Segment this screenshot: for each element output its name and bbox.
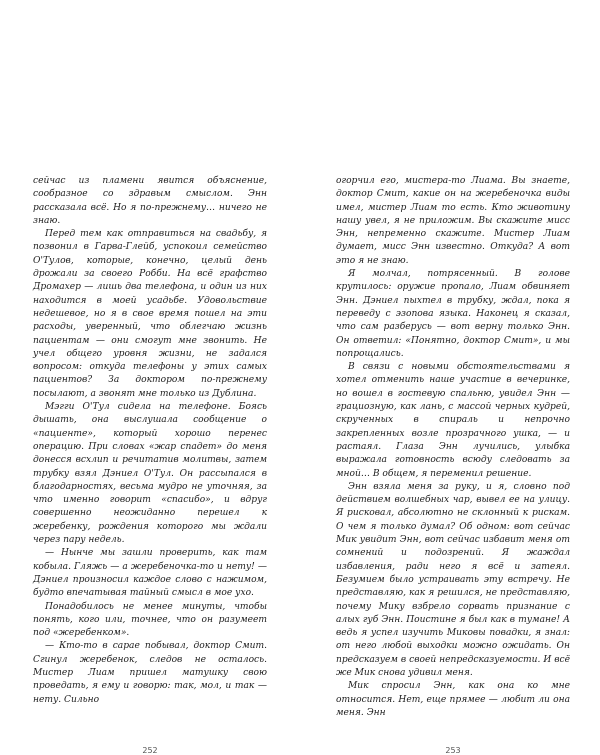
right-page	[336, 175, 570, 755]
right-paragraph-5: Мик спросил Энн, как она ко мне относится. Нет, еще прямее — любит ли она меня. Энн	[336, 681, 570, 718]
left-page	[33, 175, 267, 755]
right-paragraph-2: Я молчал, потрясенный. В голове крутилось: оружие пропало, Лиам обвиняет Энн. Дэниел пыхтел в трубку, ждал, пока я переведу с эзопова языка. Наконец я сказал, что сам разберусь — вот верну только Энн. Он ответил: «Понятно, доктор Смит», и мы попрощались.	[336, 269, 570, 359]
left-page-text	[33, 175, 267, 705]
left-paragraph-1: сейчас из пламени явится объяснение, сообразное со здравым смыслом. Энн рассказала всё. Но я по-прежнему… ничего не знаю.	[33, 176, 267, 226]
left-paragraph-6: — Кто-то в сарае побывал, доктор Смит. Сгинул жеребенок, следов не осталось. Мистер Лиам пришел матушку свою проведать, я ему и говорю: так, мол, и так — нету. Сильно	[33, 641, 267, 705]
right-page-text	[336, 175, 570, 718]
left-paragraph-5: Понадобилось не менее минуты, чтобы понять, кого или, точнее, что он разумеет под «жеребенком».	[33, 601, 267, 639]
right-paragraph-1: огорчил его, мистера-то Лиама. Вы знаете, доктор Смит, какие он на жеребеночка виды имел, мистер Лиам то есть. Кто животину нашу увел, я не приложим. Вы скажите мисс Энн, непременно скажите. Мистер Лиам думает, мисс Энн известно. Откуда? А вот это я не знаю.	[336, 176, 570, 266]
left-paragraph-4: — Нынче мы зашли проверить, как там кобыла. Гляжь — а жеребеночка-то и нету! — Дэниел произносил каждое слово с нажимом, будто впечатывая тайный смысл в мое ухо.	[33, 548, 267, 599]
right-paragraph-3: В связи с новыми обстоятельствами я хотел отменить наше участие в вечеринке, но вошел в гостевую спальню, увидел Энн — грациозную, как лань, с массой черных кудрей, скрученных в спираль и непрочно закрепленных возле прозрачного ушка, — и растаял. Глаза Энн лучились, улыбка выражала готовность всюду следовать за мной… В общем, я переменил решение.	[336, 362, 570, 479]
left-paragraph-2: Перед тем как отправиться на свадьбу, я позвонил в Гарва-Глейб, успокоил семейство О'Тулов, которые, конечно, целый день дрожали за своего Робби. На всё графство Дромахер — лишь два телефона, и один из них находится в моей усадьбе. Удовольствие недешевое, но я в свое время пошел на эти расходы, уверенный, что облегчаю жизнь пациентам — они смогут мне звонить. Не учел общего уровня жизни, не задался вопросом: откуда телефоны у этих самых пациентов? За доктором по-прежнему посылают, а звонят мне только из Дублина.	[33, 229, 267, 399]
right-paragraph-4: Энн взяла меня за руку, и я, словно под действием волшебных чар, вывел ее на улицу. Я рисковал, абсолютно не склонный к рискам. О чем я только думал? Об одном: вот сейчас Мик увидит Энн, вот сейчас избавит меня от сомнений и подозрений. Я жаждал избавления, ради него я всё и затеял. Безумием было устраивать эту встречу. Не представляю, как я решился, не представляю, почему Мику взбрело сорвать признание с алых губ Энн. Поистине я был как в тумане! А ведь я успел изучить Миковы повадки, я знал: от него любой выходки можно ожидать. Он предсказуем в своей непредсказуемости. И всё же Мик снова удивил меня.	[336, 481, 570, 678]
left-page-number: 252	[142, 746, 158, 755]
left-paragraph-3: Мэгги О'Тул сидела на телефоне. Боясь дышать, она выслушала сообщение о «пациенте», который хорошо перенес операцию. При словах «жар спадет» до меня донесся всхлип и речитатив молитвы, затем трубку взял Дэниел О'Тул. Он рассыпался в благодарностях, весьма мудро не уточняя, за что именно говорит «спасибо», и вдруг совершенно неожиданно перешел к жеребенку, рождения которого мы ждали через пару недель.	[33, 402, 267, 546]
right-page-number: 253	[445, 746, 461, 755]
